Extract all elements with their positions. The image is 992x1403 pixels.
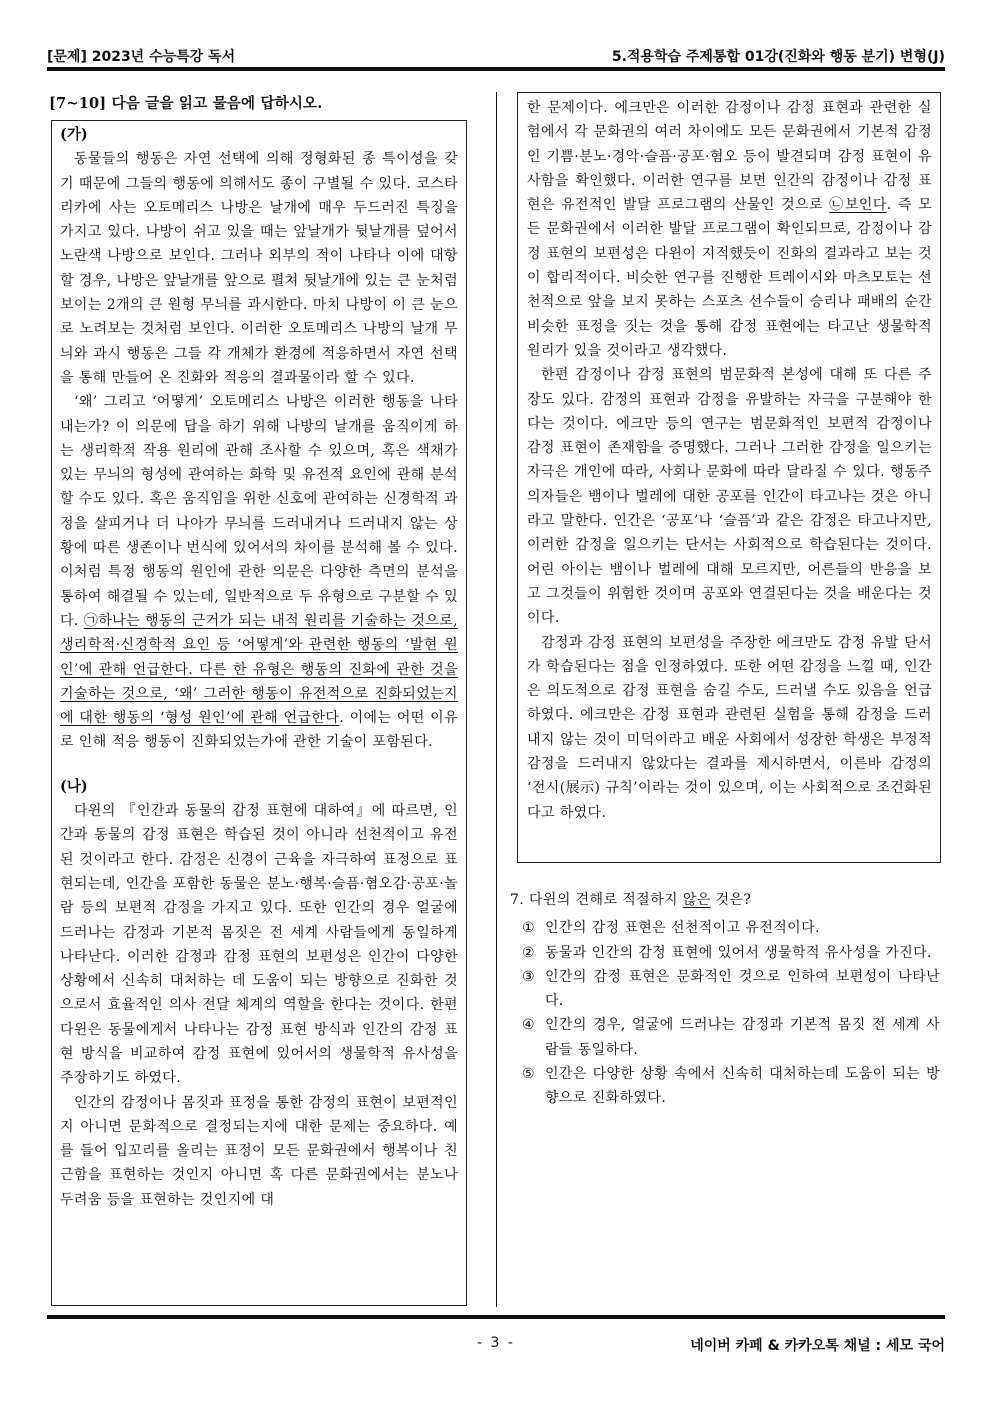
question-7 xyxy=(510,888,940,1111)
option-number: ③ xyxy=(522,968,535,985)
header-subtitle: 5.적용학습 주제통합 01강(진화와 행동 분기) 변형(J) xyxy=(611,49,945,65)
underlined-word-b: ㉡보인다 xyxy=(829,197,887,214)
page-header xyxy=(47,38,945,64)
question-7-stem-end: 것은? xyxy=(710,892,752,908)
answer-option-4[interactable] xyxy=(510,1013,940,1062)
passage-na-p2-cont-end: . 즉 모든 문화권에서 이러한 발달 프로그램이 확인되므로, 감정이나 감정 표현의 보편성은 다윈이 지적했듯이 진화의 결과라고 보는 것이 합리적이다. 비슷한 연구를 진행한 트레이시와 마츠모토는 선천적으로 앞을 보지 못하는 스포츠 선수들이 승리나 패배의 순간 비슷한 표정을 짓는 것을 통해 감정 표현에는 타고난 생물학적 원리가 있을 것이라고 생각했다. xyxy=(527,197,933,359)
passage-box-right xyxy=(517,92,941,863)
passage-ga-label: (가) xyxy=(60,126,88,143)
option-text: 인간의 경우, 얼굴에 드러나는 감정과 기본적 몸짓 전 세계 사람들 동일하다. xyxy=(545,1017,940,1058)
footer-brand: 네이버 카페 & 카카오톡 채널 : 세모 국어 xyxy=(690,1338,945,1354)
question-7-stem-start: 7. 다윈의 견해로 적절하지 xyxy=(510,892,683,908)
passage-na-paragraph-2: 인간의 감정이나 몸짓과 표정을 통한 감정의 표현이 보편적인지 아니면 문화적으로 결정되는지에 대한 문제는 중요하다. 예를 들어 입꼬리를 올리는 표정이 모든 문화권에서 행복이나 친근함을 표현하는 것인지 아니면 혹 다른 문화권에서는 분노나 두려움 등을 표현하는 것인지에 대 xyxy=(60,1094,458,1208)
page-number: - 3 - xyxy=(477,1335,515,1351)
passage-box-left xyxy=(51,120,467,1306)
option-number: ① xyxy=(522,920,535,937)
answer-option-3[interactable] xyxy=(510,965,940,1014)
option-text: 인간은 다양한 상황 속에서 신속히 대처하는데 도움이 되는 방향으로 진화하였다. xyxy=(545,1066,940,1107)
answer-option-5[interactable] xyxy=(510,1062,940,1111)
page-footer xyxy=(47,1335,945,1359)
question-7-emphasis: 않은 xyxy=(682,892,711,908)
answer-option-2[interactable] xyxy=(510,941,940,965)
passage-na-paragraph-2-cont xyxy=(527,96,932,363)
passage-ga-p2-end: . 이에는 어떤 이유로 인해 적응 행동이 진화되었는가에 관한 기술이 포함된다. xyxy=(60,710,458,751)
header-title: [문제] 2023년 수능특강 독서 xyxy=(47,49,236,65)
question-7-stem xyxy=(510,888,940,912)
passage-na-paragraph-1: 다윈의 『인간과 동물의 감정 표현에 대하여』에 따르면, 인간과 동물의 감정 표현은 학습된 것이 아니라 선천적이고 유전된 것이라고 한다. 감정은 신경이 근육을 자극하여 표정으로 표현되는데, 인간을 포함한 동물은 분노·행복·슬픔·혐오감·공포·놀람 등의 보편적 감정을 가지고 있다. 또한 인간의 경우 얼굴에 드러나는 감정과 기본적 몸짓은 전 세계 사람들에게 동일하게 나타난다. 이러한 감정과 감정 표현의 보편성은 인간이 다양한 상황에서 신속히 대처하는 데 도움이 되는 방향으로 진화한 것으로서 효율적인 의사 전달 체계의 역할을 한다는 것이다. 한편 다윈은 동물에게서 나타나는 감정 표현 방식과 인간의 감정 표현 방식을 비교하여 감정 표현에 있어서의 생물학적 유사성을 주장하기도 하였다. xyxy=(60,803,458,1087)
option-number: ⑤ xyxy=(522,1066,535,1083)
option-number: ② xyxy=(522,944,535,961)
option-number: ④ xyxy=(522,1017,535,1034)
passage-na-label: (나) xyxy=(60,777,88,795)
answer-option-1[interactable] xyxy=(510,916,940,940)
option-text: 동물과 인간의 감정 표현에 있어서 생물학적 유사성을 가진다. xyxy=(545,944,932,961)
option-text: 인간의 감정 표현은 문화적인 것으로 인하여 보편성이 나타난다. xyxy=(545,968,940,1010)
passage-ga-p2-start: ‘왜’ 그리고 ‘어떻게’ 오토메리스 나방은 이러한 행동을 나타내는가? 이 의문에 답을 하기 위해 나방의 날개를 움직이게 하는 생리학적 작용 원리에 관해 조사할 수 있으며, 혹은 색채가 있는 무늬의 형성에 관여하는 화학 및 유전적 요인에 관해 분석할 수도 있다. 혹은 움직임을 위한 신호에 관여하는 신경학적 과정을 살피거나 더 나아가 무늬를 드러내거나 드러내지 않는 상황에 따른 생존이나 번식에 있어서의 차이를 분석해 볼 수 있다. 이처럼 특정 행동의 원인에 관한 의문은 다양한 측면의 분석을 통하여 해결될 수 있는데, 일반적으로 두 유형으로 구분할 수 있다. xyxy=(60,394,458,629)
passage-ga-paragraph-1: 동물들의 행동은 자연 선택에 의해 정형화된 종 특이성을 갖기 때문에 그들의 행동에 의해서도 종이 구별될 수 있다. 코스타리카에 사는 오토메리스 나방은 날개에 매우 두드러진 특징을 가지고 있다. 나방이 쉬고 있을 때는 앞날개가 뒷날개를 덮어서 노란색 나방으로 보인다. 그러나 외부의 적이 나타나 이에 대항할 경우, 나방은 앞날개를 앞으로 펼쳐 뒷날개에 있는 큰 눈처럼 보이는 2개의 큰 원형 무늬를 과시한다. 마치 나방이 이 큰 눈으로 노려보는 것처럼 보인다. 이러한 오토메리스 나방의 날개 무늬와 과시 행동은 그들 각 개체가 환경에 적응하면서 자연 선택을 통해 만들어 온 진화와 적응의 결과물이라 할 수 있다. xyxy=(60,151,458,386)
column-divider xyxy=(496,92,497,1307)
passage-na-p2-cont-start: 한 문제이다. 에크만은 이러한 감정이나 감정 표현과 관련한 실험에서 각 문화권의 여러 차이에도 모든 문화권에서 기본적 감정인 기쁨·분노·경악·슬픔·공포·혐오 등이 발견되며 감정 표현이 유사함을 확인했다. 이러한 연구를 보면 인간의 감정이나 감정 표현은 유전적인 발달 프로그램의 산물인 것으로 xyxy=(527,100,932,214)
footer-rule xyxy=(47,1315,945,1319)
option-text: 인간의 감정 표현은 선천적이고 유전적이다. xyxy=(545,920,820,937)
underlined-passage-a: ㉠하나는 행동의 근거가 되는 내적 원리를 기술하는 것으로, 생리학적·신경학적 요인 등 ‘어떻게’와 관련한 행동의 ‘발현 원인’에 관해 언급한다. 다른 한 유형은 행동의 진화에 관한 것을 기술하는 것으로, ‘왜’ 그러한 행동이 유전적으로 진화되었는지에 대한 행동의 ‘형성 원인’에 관해 언급한다 xyxy=(60,612,459,727)
passage-na-paragraph-3: 한편 감정이나 감정 표현의 범문화적 본성에 대해 또 다른 주장도 있다. 감정의 표현과 감정을 유발하는 자극을 구분해야 한다는 것이다. 에크만 등의 연구는 범문화적인 보편적 감정이나 감정 표현이 존재함을 증명했다. 그러나 그러한 감정을 일으키는 자극은 개인에 따라, 사회나 문화에 따라 달라질 수 있다. 행동주의자들은 뱀이나 벌레에 대한 공포를 인간이 타고나는 것은 아니라고 말한다. 인간은 ‘공포’나 ‘슬픔’과 같은 감정은 타고나지만, 이러한 감정을 일으키는 단서는 사회적으로 학습된다는 것이다. 어린 아이는 뱀이나 벌레에 대해 모르지만, 어른들의 반응을 보고 그것들이 위험한 것이며 공포와 연결된다는 것을 배운다는 것이다. xyxy=(527,367,932,627)
instruction: [7~10] 다음 글을 읽고 물음에 답하시오. xyxy=(49,95,323,112)
passage-ga-paragraph-2 xyxy=(60,390,458,754)
header-rule xyxy=(47,67,945,71)
passage-na-paragraph-4: 감정과 감정 표현의 보편성을 주장한 에크만도 감정 유발 단서가 학습된다는 점을 인정하였다. 또한 어떤 감정을 느낄 때, 인간은 의도적으로 감정 표현을 숨길 수도, 드러낼 수도 있음을 언급하였다. 에크만은 감정 표현과 관련된 실험을 통해 감정을 드러내지 않는 것이 미덕이라고 배운 사회에서 성장한 학생은 부정적 감정을 드러내지 않았다는 결과를 제시하면서, 이른바 감정의 ‘전시(展示) 규칙’이라는 것이 있으며, 이는 사회적으로 조건화된다고 하였다. xyxy=(527,634,932,821)
